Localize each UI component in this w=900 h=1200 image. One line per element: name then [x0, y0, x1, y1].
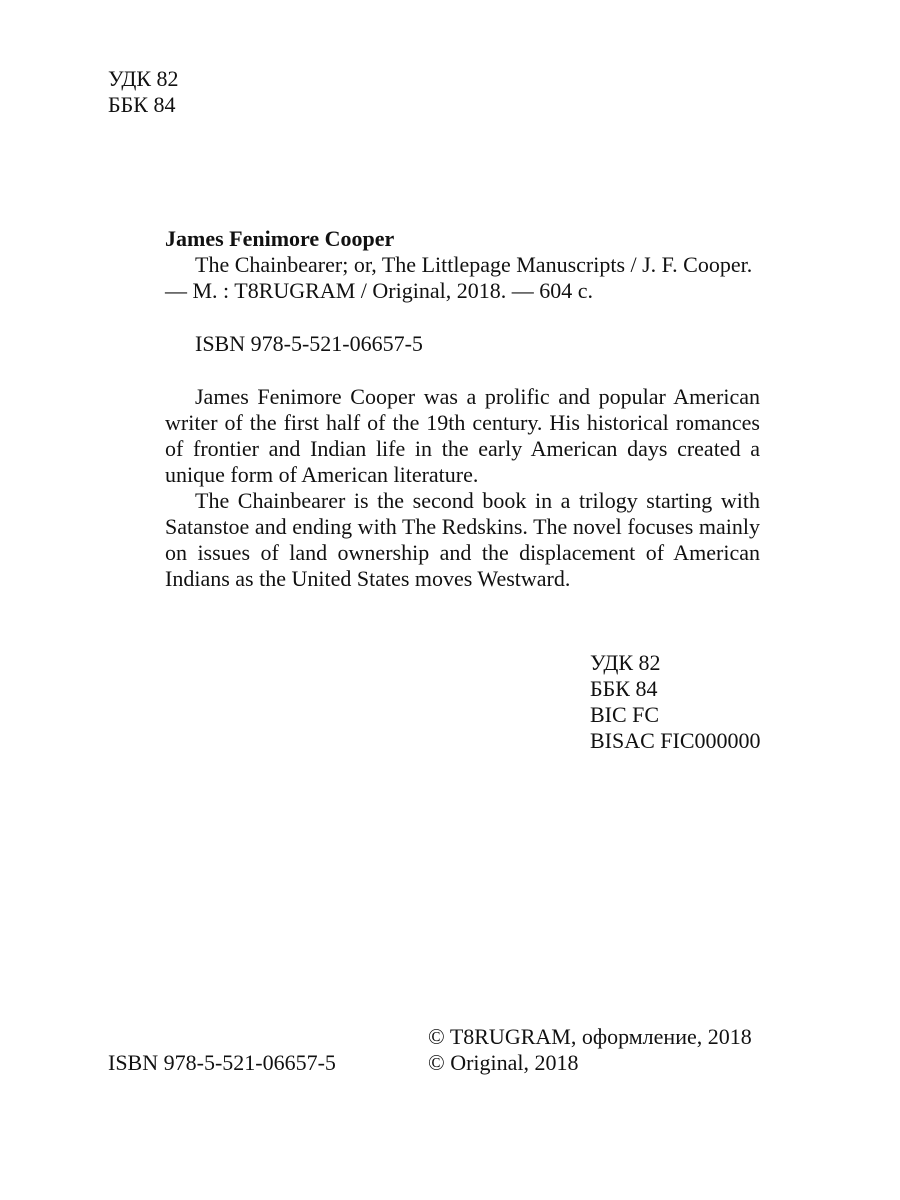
annotation: [165, 384, 760, 592]
bisac-code: BISAC FIC000000: [590, 728, 761, 753]
udk-code: УДК 82: [108, 66, 179, 91]
bbk-code: ББК 84: [590, 676, 658, 701]
catalog-card: [165, 226, 760, 592]
bic-code: BIC FC: [590, 702, 660, 727]
annotation-paragraph: The Chainbearer is the second book in a trilogy starting with Satanstoe and ending with The Redskins. The novel focuses mainly on issues of land ownership and the displacement of American Indians as the United States moves Westward.: [165, 488, 760, 591]
footer-isbn: ISBN 978-5-521-06657-5: [108, 1050, 336, 1075]
annotation-paragraph: James Fenimore Cooper was a prolific and popular American writer of the first half of the 19th century. His historical romances of frontier and Indian life in the early American days created a unique form of American literature.: [165, 384, 760, 487]
title-line: The Chainbearer; or, The Littlepage Manuscripts / J. F. Cooper.: [195, 252, 753, 277]
udk-code: УДК 82: [590, 650, 661, 675]
publication-line: — M. : T8RUGRAM / Original, 2018. — 604 c.: [165, 278, 593, 303]
bbk-code: ББК 84: [108, 92, 176, 117]
classification-codes-right: [590, 650, 761, 754]
copyright-design: © T8RUGRAM, оформление, 2018: [428, 1024, 752, 1049]
copyright-block: [428, 1024, 752, 1076]
copyright-original: © Original, 2018: [428, 1050, 579, 1075]
classification-codes-top: [108, 66, 179, 118]
author-name: James Fenimore Cooper: [165, 226, 395, 251]
isbn-line: ISBN 978-5-521-06657-5: [195, 331, 423, 356]
